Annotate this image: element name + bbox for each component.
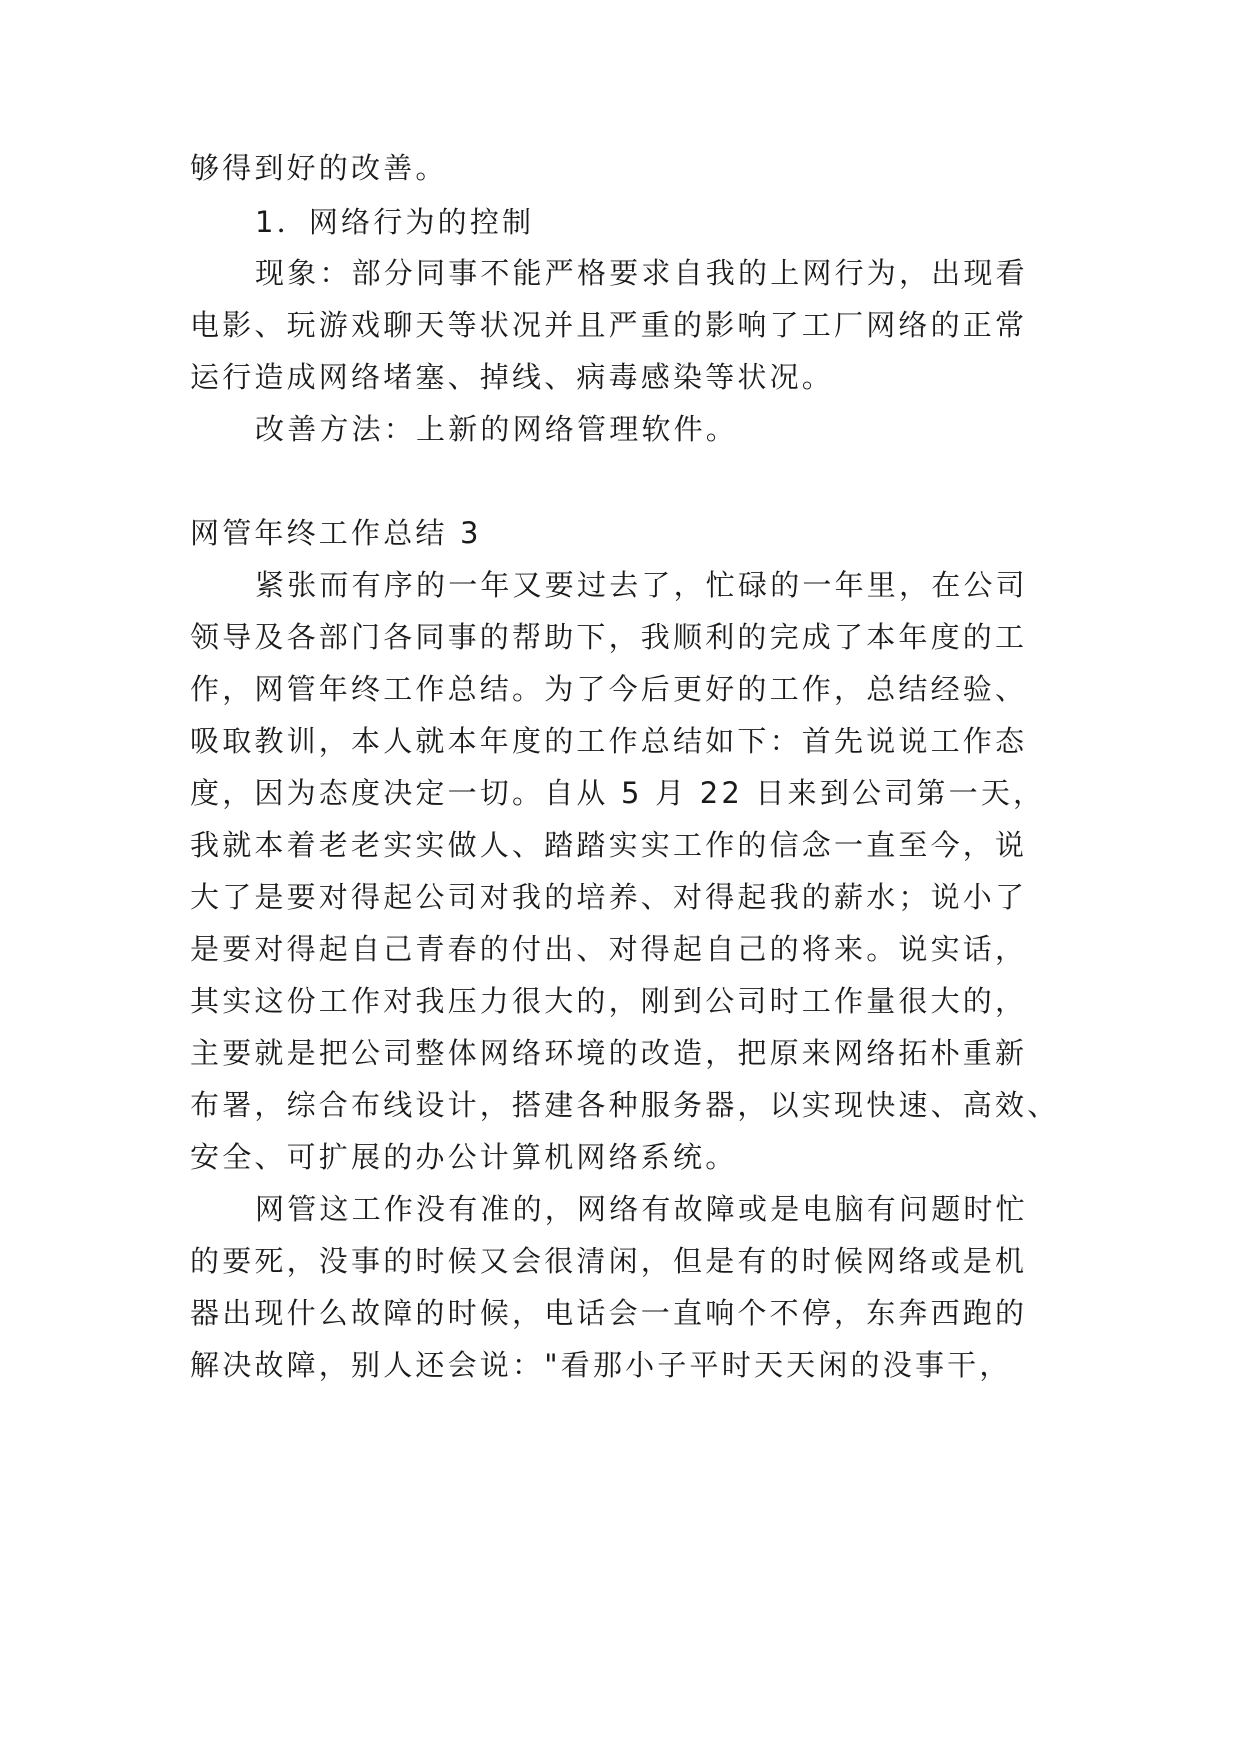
paragraph-first-line: 网管这工作没有准的，网络有故障或是电脑有问题时忙: [255, 1192, 1028, 1226]
text-line: 吸取教训，本人就本年度的工作总结如下：首先说说工作态: [190, 724, 1028, 758]
text-line: 布署，综合布线设计，搭建各种服务器，以实现快速、高效、: [190, 1088, 1060, 1122]
paragraph-first-line: 现象：部分同事不能严格要求自我的上网行为，出现看: [255, 256, 1028, 290]
list-item-heading: 1．网络行为的控制: [255, 205, 535, 239]
paragraph-first-line: 紧张而有序的一年又要过去了，忙碌的一年里，在公司: [255, 568, 1028, 602]
text-line: 我就本着老老实实做人、踏踏实实工作的信念一直至今，说: [190, 828, 1028, 862]
text-line: 够得到好的改善。: [190, 151, 448, 185]
text-line: 运行造成网络堵塞、掉线、病毒感染等状况。: [190, 360, 835, 394]
section-title: 网管年终工作总结 3: [190, 516, 482, 550]
text-line: 度，因为态度决定一切。自从 5 月 22 日来到公司第一天，: [190, 776, 1046, 810]
paragraph-first-line: 改善方法：上新的网络管理软件。: [255, 412, 739, 446]
text-line: 的要死，没事的时候又会很清闲，但是有的时候网络或是机: [190, 1244, 1028, 1278]
text-line: 解决故障，别人还会说："看那小子平时天天闲的没事干，: [190, 1348, 1012, 1382]
text-line: 是要对得起自己青春的付出、对得起自己的将来。说实话，: [190, 932, 1028, 966]
text-line: 电影、玩游戏聊天等状况并且严重的影响了工厂网络的正常: [190, 308, 1028, 342]
text-line: 领导及各部门各同事的帮助下，我顺利的完成了本年度的工: [190, 620, 1028, 654]
text-line: 大了是要对得起公司对我的培养、对得起我的薪水；说小了: [190, 880, 1028, 914]
text-line: 安全、可扩展的办公计算机网络系统。: [190, 1140, 738, 1174]
text-line: 其实这份工作对我压力很大的，刚到公司时工作量很大的，: [190, 984, 1028, 1018]
text-line: 主要就是把公司整体网络环境的改造，把原来网络拓朴重新: [190, 1036, 1028, 1070]
text-line: 作，网管年终工作总结。为了今后更好的工作，总结经验、: [190, 672, 1028, 706]
text-line: 器出现什么故障的时候，电话会一直响个不停，东奔西跑的: [190, 1296, 1028, 1330]
